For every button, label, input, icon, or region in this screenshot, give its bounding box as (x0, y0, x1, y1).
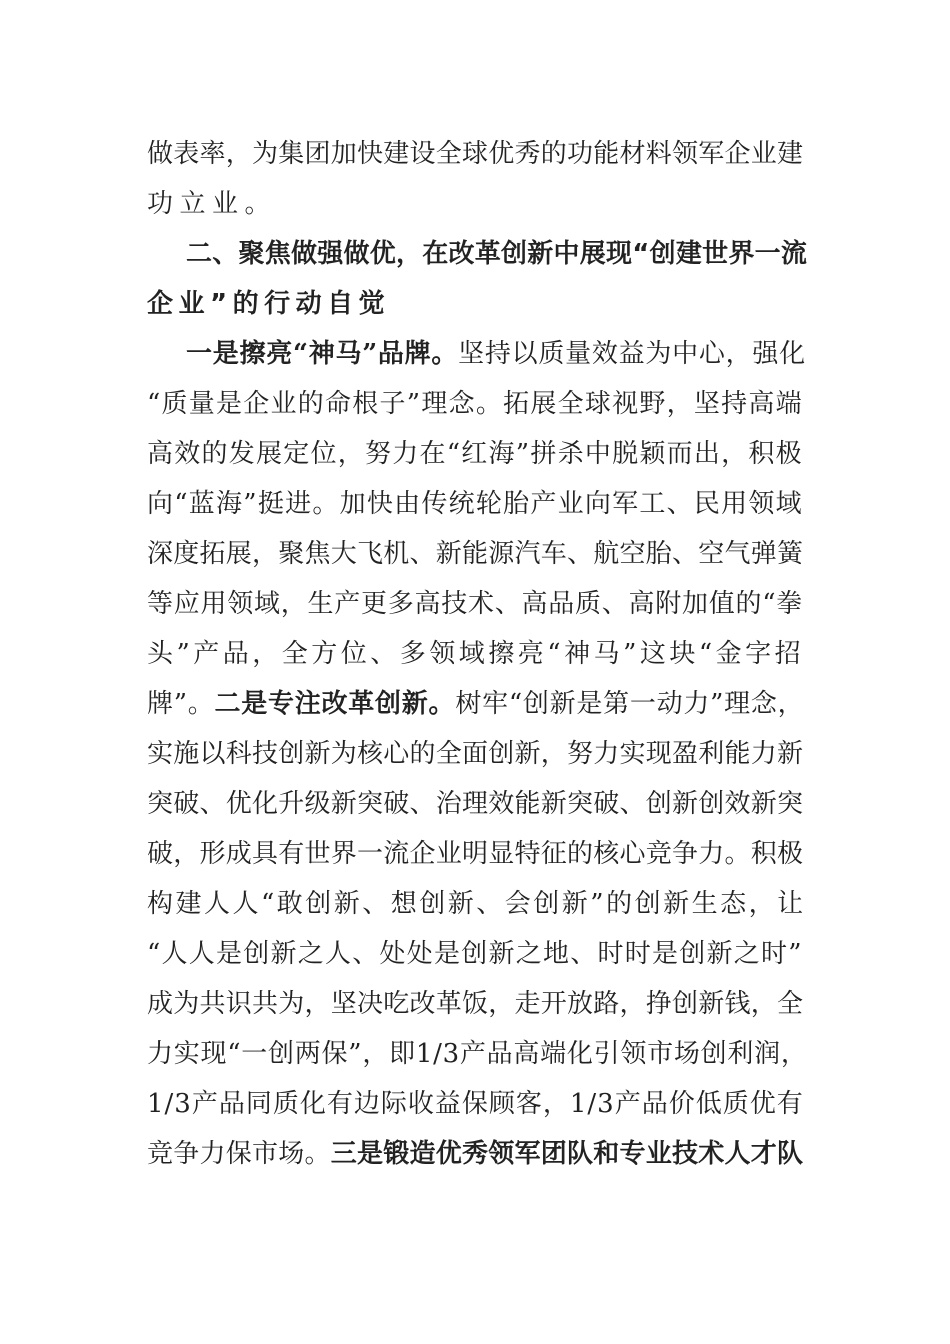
emphasis-lead: 一是擦亮“神马”品牌。 (186, 339, 459, 369)
body-text: 坚持以质量效益为中心，强化 (458, 339, 806, 369)
section-heading: 企业”的行动自觉 (147, 289, 391, 319)
emphasis-lead: 三是锻造优秀领军团队和专业技术人才队 (330, 1139, 804, 1169)
body-line: 做表率，为集团加快建设全球优秀的功能材料领军企业建 (147, 139, 804, 169)
body-line: “质量是企业的命根子”理念。拓展全球视野，坚持高端 (147, 389, 803, 419)
body-text: 竞争力保市场。 (147, 1139, 331, 1169)
body-line: 实施以科技创新为核心的全面创新，努力实现盈利能力新 (147, 739, 804, 769)
body-line (186, 338, 806, 370)
body-line: 功立业。 (147, 189, 278, 219)
body-text: 牌”。 (147, 689, 215, 719)
body-line: 等应用领域，生产更多高技术、高品质、高附加值的“拳 (147, 589, 804, 619)
emphasis-lead: 二是专注改革创新。 (214, 689, 456, 719)
body-line: 向“蓝海”挺进。加快由传统轮胎产业向军工、民用领域 (147, 489, 803, 519)
body-line: 深度拓展，聚焦大飞机、新能源汽车、航空胎、空气弹簧 (147, 539, 804, 569)
body-line: 构建人人“敢创新、想创新、会创新”的创新生态，让 (147, 889, 806, 919)
section-heading: 二、聚焦做强做优，在改革创新中展现“创建世界一流 (186, 239, 808, 269)
body-line: 成为共识共为，坚决吃改革饭，走开放路，挣创新钱，全 (147, 989, 804, 1019)
body-line: 破，形成具有世界一流企业明显特征的核心竞争力。积极 (147, 839, 804, 869)
body-line: 1/3产品同质化有边际收益保顾客，1/3产品价低质优有 (147, 1089, 804, 1119)
body-line: 头”产品，全方位、多领域擦亮“神马”这块“金字招 (147, 639, 805, 669)
body-line: 力实现“一创两保”，即1/3产品高端化引领市场创利润， (147, 1039, 808, 1069)
body-line (147, 688, 807, 720)
body-line (147, 1138, 807, 1170)
body-text: 树牢“创新是第一动力”理念， (455, 689, 805, 719)
body-line: 突破、优化升级新突破、治理效能新突破、创新创效新突 (147, 789, 804, 819)
body-line: “人人是创新之人、处处是创新之地、时时是创新之时” (147, 939, 803, 969)
body-line: 高效的发展定位，努力在“红海”拼杀中脱颖而出，积极 (147, 439, 803, 469)
